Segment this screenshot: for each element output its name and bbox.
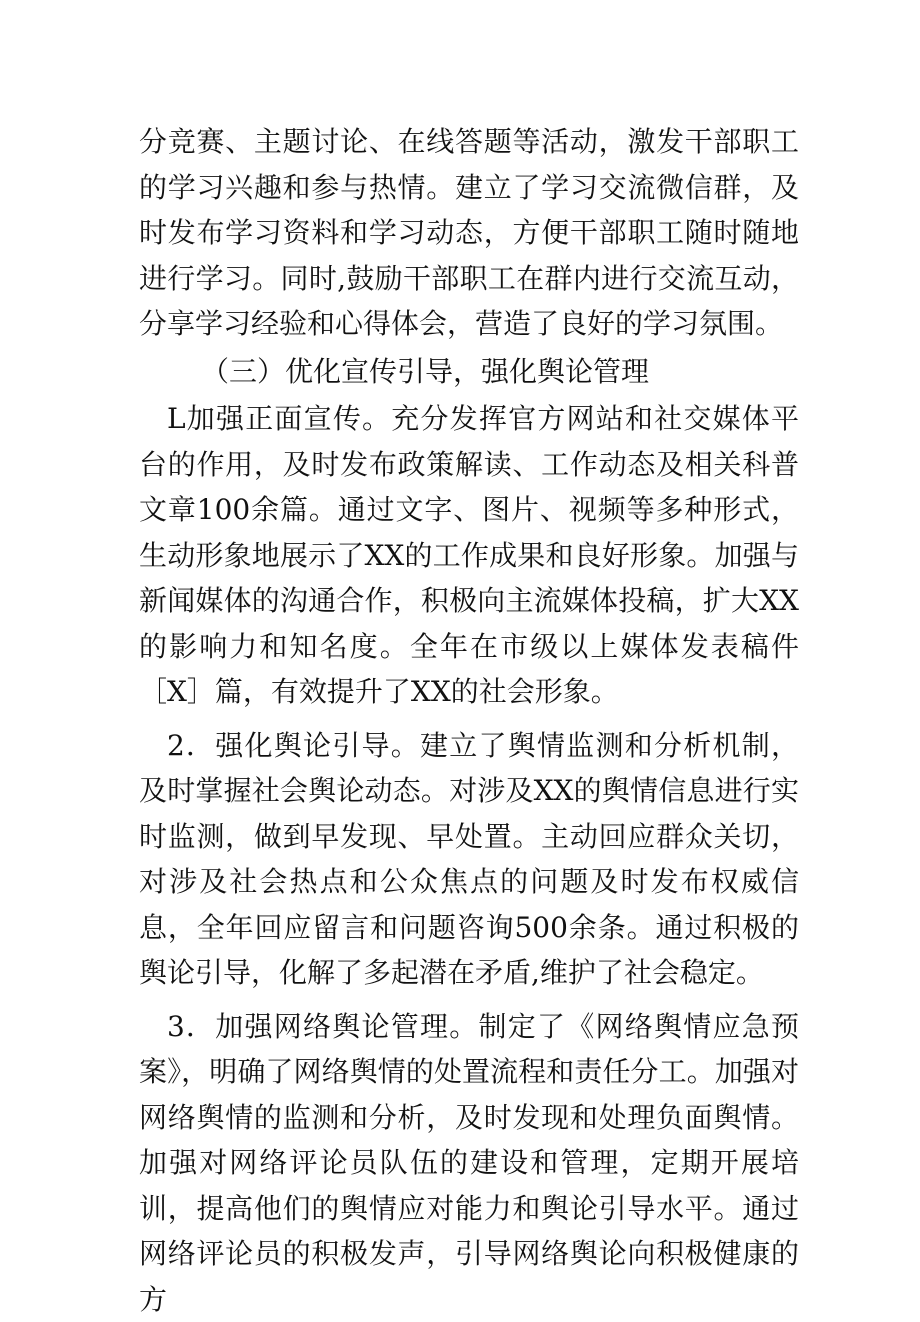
paragraph-continued: 分竞赛、主题讨论、在线答题等活动，激发干部职工的学习兴趣和参与热情。建立了学习交流微信群，及时发布学习资料和学习动态，方便干部职工随时随地进行学习。同时,鼓励干部职工在群内进行交流互动，分享学习经验和心得体会，营造了良好的学习氛围。 xyxy=(139,119,799,347)
paragraph-online-opinion-management: 3．加强网络舆论管理。制定了《网络舆情应急预案》，明确了网络舆情的处置流程和责任分工。加强对网络舆情的监测和分析，及时发现和处理负面舆情。加强对网络评论员队伍的建设和管理，定期开展培训，提高他们的舆情应对能力和舆论引导水平。通过网络评论员的积极发声，引导网络舆论向积极健康的方 xyxy=(139,1004,799,1322)
paragraph-opinion-guidance: 2．强化舆论引导。建立了舆情监测和分析机制，及时掌握社会舆论动态。对涉及XX的舆情信息进行实时监测，做到早发现、早处置。主动回应群众关切，对涉及社会热点和公众焦点的问题及时发布权威信息，全年回应留言和问题咨询500余条。通过积极的舆论引导，化解了多起潜在矛盾,维护了社会稳定。 xyxy=(139,723,799,996)
paragraph-positive-publicity: L加强正面宣传。充分发挥官方网站和社交媒体平台的作用，及时发布政策解读、工作动态及相关科普文章100余篇。通过文字、图片、视频等多种形式，生动形象地展示了XX的工作成果和良好形象。加强与新闻媒体的沟通合作，积极向主流媒体投稿，扩大XX的影响力和知名度。全年在市级以上媒体发表稿件［X］篇，有效提升了XX的社会形象。 xyxy=(139,396,799,715)
document-body xyxy=(139,119,799,1322)
section-heading-3: （三）优化宣传引导，强化舆论管理 xyxy=(139,349,799,395)
